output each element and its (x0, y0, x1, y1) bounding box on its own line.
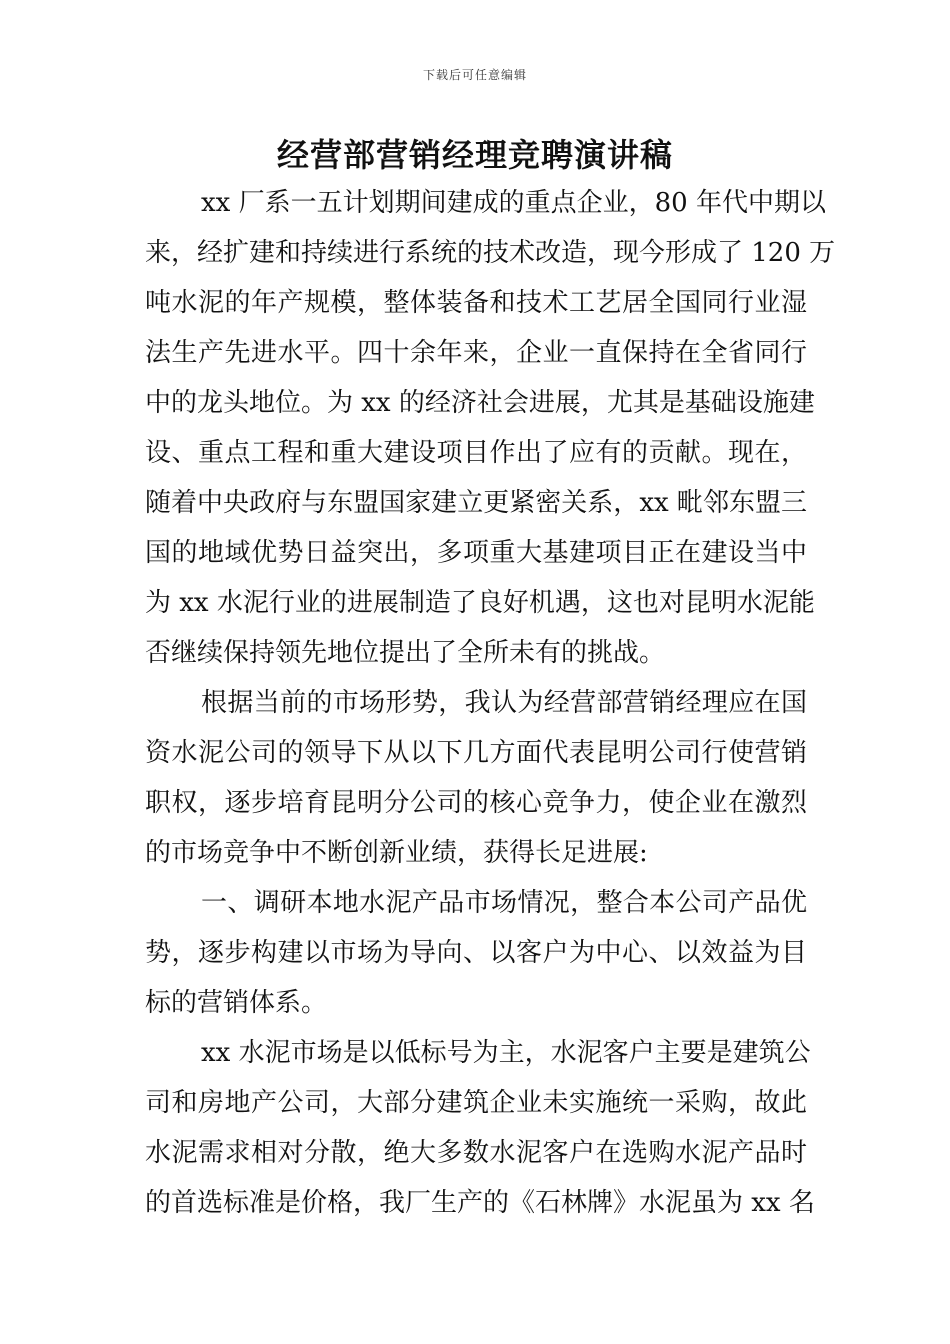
header-note: 下载后可任意编辑 (422, 68, 527, 82)
text-line: 的首选标准是价格，我厂生产的《石林牌》水泥虽为 xx 名 (145, 1188, 815, 1218)
text-line: 否继续保持领先地位提出了全所未有的挑战。 (145, 638, 666, 668)
text-line: 标的营销体系。 (145, 988, 328, 1018)
document-body (145, 178, 836, 1228)
text-line: 根据当前的市场形势，我认为经营部营销经理应在国 (201, 688, 807, 718)
document-title: 经营部营销经理竞聘演讲稿 (276, 136, 673, 174)
text-line: 国的地域优势日益突出，多项重大基建项目正在建设当中 (145, 538, 807, 568)
text-line: 来，经扩建和持续进行系统的技术改造，现今形成了 120 万 (145, 238, 836, 268)
text-line: 势，逐步构建以市场为导向、以客户为中心、以效益为目 (145, 938, 807, 968)
text-line: 司和房地产公司，大部分建筑企业未实施统一采购，故此 (145, 1088, 807, 1118)
text-line: 职权，逐步培育昆明分公司的核心竞争力，使企业在激烈 (145, 788, 807, 818)
text-line: 吨水泥的年产规模，整体装备和技术工艺居全国同行业湿 (145, 288, 807, 318)
text-line: xx 水泥市场是以低标号为主，水泥客户主要是建筑公 (201, 1038, 811, 1068)
text-line: 中的龙头地位。为 xx 的经济社会进展，尤其是基础设施建 (145, 388, 815, 418)
text-line: 水泥需求相对分散，绝大多数水泥客户在选购水泥产品时 (145, 1138, 807, 1168)
text-line: 为 xx 水泥行业的进展制造了良好机遇，这也对昆明水泥能 (145, 588, 815, 618)
text-line: 随着中央政府与东盟国家建立更紧密关系，xx 毗邻东盟三 (145, 488, 807, 518)
text-line: 一、调研本地水泥产品市场情况，整合本公司产品优 (201, 888, 807, 918)
text-line: 资水泥公司的领导下从以下几方面代表昆明公司行使营销 (145, 738, 807, 768)
text-line: 的市场竞争中不断创新业绩，获得长足进展: (145, 838, 648, 868)
text-line: 设、重点工程和重大建设项目作出了应有的贡献。现在， (145, 438, 807, 468)
text-line: 法生产先进水平。四十余年来，企业一直保持在全省同行 (145, 338, 807, 368)
text-line: xx 厂系一五计划期间建成的重点企业，80 年代中期以 (201, 188, 826, 218)
